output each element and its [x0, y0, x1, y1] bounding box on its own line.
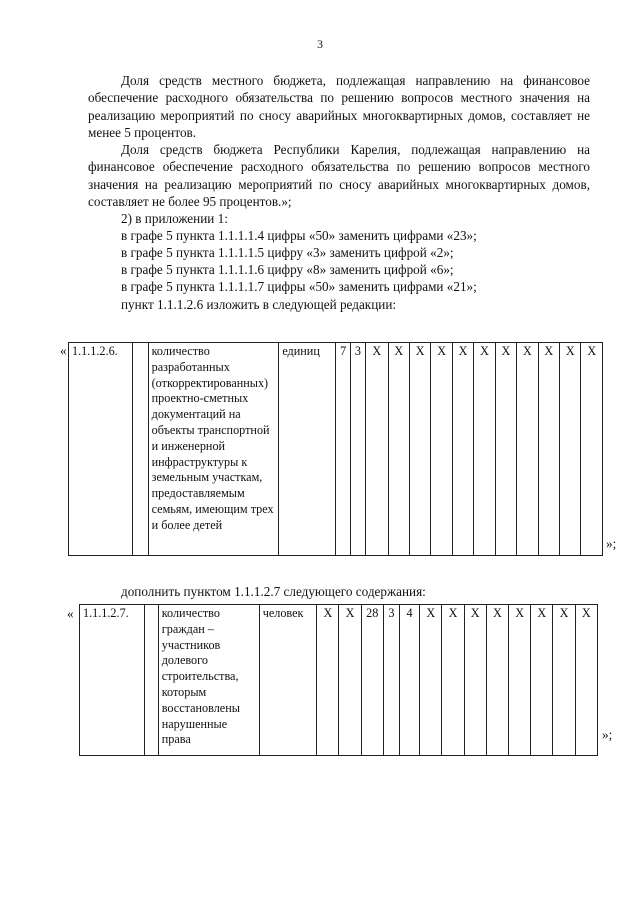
- blank-cell: [144, 605, 158, 756]
- table1-close-quote: »;: [606, 536, 617, 551]
- value-cell: Х: [339, 605, 361, 756]
- value-cell: 7: [336, 343, 350, 556]
- paragraph-appendix-1: 2) в приложении 1:: [121, 211, 228, 226]
- value-cell: Х: [317, 605, 339, 756]
- value-cell: Х: [442, 605, 464, 756]
- value-cell: Х: [560, 343, 581, 556]
- description-cell: количество разработанных (откорректированных) проектно-сметных документаций на объекты транспортной и инженерной инфраструктуры к земельным участкам, предоставляемым семьям, имеющим трех и более детей: [148, 343, 279, 556]
- table-item-1-1-1-2-7: [79, 604, 598, 756]
- value-cell: Х: [517, 343, 538, 556]
- value-cell: Х: [581, 343, 603, 556]
- table1-open-quote: «: [60, 343, 67, 358]
- value-cell: Х: [474, 343, 495, 556]
- table-row: [80, 605, 598, 756]
- amendment-line-5: пункт 1.1.1.2.6 изложить в следующей редакции:: [121, 297, 397, 312]
- value-cell: Х: [495, 343, 516, 556]
- table-row: [69, 343, 603, 556]
- description-cell: количество граждан – участников долевого строительства, которым восстановлены нарушенные права: [158, 605, 259, 756]
- paragraph-local-budget-share: Доля средств местного бюджета, подлежащая направлению на финансовое обеспечение расходного обязательства по решению вопросов местного значения на реализацию мероприятий по сносу аварийных многоквартирных домов, составляет не менее 5 процентов.: [88, 73, 590, 140]
- value-cell: Х: [388, 343, 409, 556]
- value-cell: 4: [400, 605, 420, 756]
- item-number-cell: 1.1.1.2.7.: [80, 605, 145, 756]
- item-number-cell: 1.1.1.2.6.: [69, 343, 133, 556]
- page-number: 3: [317, 37, 323, 51]
- table2-close-quote: »;: [602, 727, 613, 742]
- value-cell: Х: [431, 343, 452, 556]
- value-cell: Х: [553, 605, 575, 756]
- amendment-line-3: в графе 5 пункта 1.1.1.1.6 цифру «8» заменить цифрой «6»;: [121, 262, 454, 277]
- unit-cell: единиц: [279, 343, 336, 556]
- amendment-line-2: в графе 5 пункта 1.1.1.1.5 цифру «3» заменить цифрой «2»;: [121, 245, 454, 260]
- value-cell: Х: [575, 605, 597, 756]
- value-cell: Х: [509, 605, 531, 756]
- value-cell: Х: [538, 343, 559, 556]
- amendment-line-4: в графе 5 пункта 1.1.1.1.7 цифры «50» заменить цифрами «21»;: [121, 279, 477, 294]
- value-cell: Х: [486, 605, 508, 756]
- blank-cell: [133, 343, 148, 556]
- value-cell: Х: [366, 343, 388, 556]
- value-cell: Х: [464, 605, 486, 756]
- value-cell: Х: [420, 605, 442, 756]
- value-cell: Х: [531, 605, 553, 756]
- paragraph-republic-budget-share: Доля средств бюджета Республики Карелия, подлежащая направлению на финансовое обеспечение расходного обязательства по решению вопросов местного значения на реализацию мероприятий по сносу аварийных многоквартирных домов, составляет не более 95 процентов.»;: [88, 142, 590, 209]
- value-cell: 28: [361, 605, 383, 756]
- value-cell: Х: [452, 343, 473, 556]
- value-cell: 3: [350, 343, 365, 556]
- paragraph-add-item: дополнить пунктом 1.1.1.2.7 следующего содержания:: [121, 584, 426, 599]
- value-cell: Х: [409, 343, 430, 556]
- value-cell: 3: [383, 605, 399, 756]
- unit-cell: человек: [259, 605, 317, 756]
- table-item-1-1-1-2-6: [68, 342, 603, 556]
- table2-open-quote: «: [67, 606, 74, 621]
- amendment-line-1: в графе 5 пункта 1.1.1.1.4 цифры «50» заменить цифрами «23»;: [121, 228, 477, 243]
